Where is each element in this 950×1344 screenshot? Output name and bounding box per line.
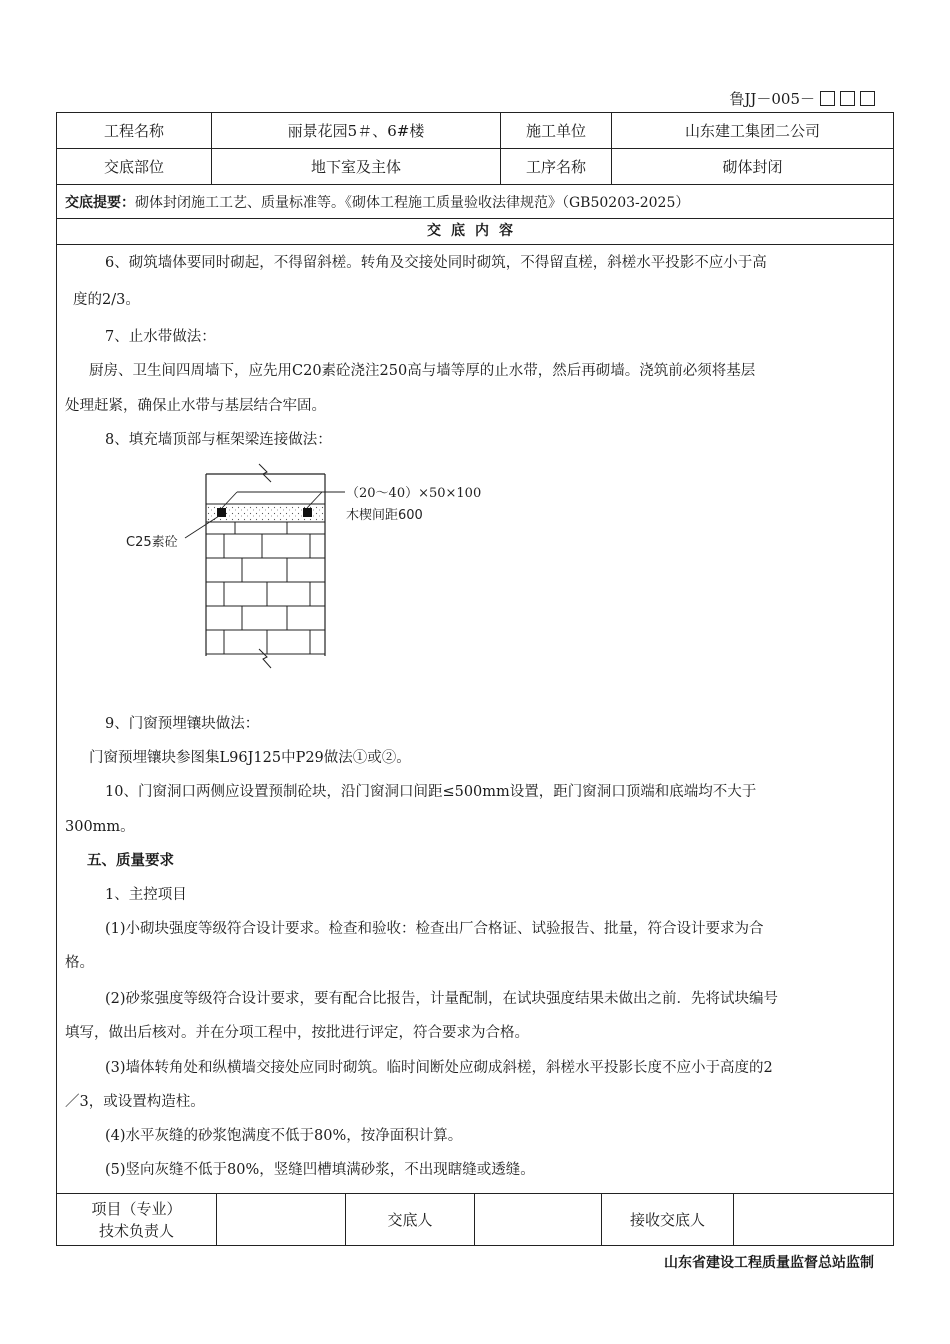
- content-line: 填写，做出后核对。并在分项工程中，按批进行评定，符合要求为合格。: [65, 1025, 529, 1041]
- discloser-label: 交底人: [346, 1194, 475, 1245]
- disclosure-summary: [57, 185, 893, 219]
- header-row-1: [57, 113, 893, 149]
- content-line: 8、填充墙顶部与框架梁连接做法：: [105, 432, 332, 448]
- break-mark-top-icon: [259, 464, 271, 482]
- section-title: 交底内容: [57, 219, 893, 245]
- content-line: 厨房、卫生间四周墙下，应先用C20素砼浇注250高与墙等厚的止水带，然后再砌墙。浇筑前必须将基层: [89, 363, 756, 379]
- content-line: ／3，或设置构造柱。: [65, 1094, 205, 1110]
- content-line: (5)竖向灰缝不低于80%，竖缝凹槽填满砂浆，不出现瞎缝或透缝。: [105, 1162, 535, 1178]
- content-line: 1、主控项目: [105, 887, 187, 903]
- wood-wedge-left: [217, 508, 226, 517]
- content-line: (1)小砌块强度等级符合设计要求。检查和验收：检查出厂合格证、试验报告、批量，符合设计要求为合: [105, 921, 764, 937]
- process-name-value: 砌体封闭: [722, 158, 783, 176]
- header-row-2: [57, 149, 893, 185]
- disclosure-part-label: 交底部位: [57, 149, 212, 184]
- tech-lead-signature[interactable]: [217, 1194, 346, 1245]
- wall-beam-connection-diagram: [117, 446, 517, 676]
- signature-row: [57, 1193, 893, 1245]
- content-line: 300mm。: [65, 819, 135, 835]
- wedge-size-label: （20～40）×50×100: [346, 486, 482, 501]
- document-code-text: 鲁JJ－005－: [729, 90, 815, 108]
- content-line: (4)水平灰缝的砂浆饱满度不低于80%，按净面积计算。: [105, 1128, 463, 1144]
- tech-lead-label-line1: 项目（专业）: [91, 1199, 182, 1218]
- content-line: 度的2/3。: [73, 292, 140, 308]
- content-line: 9、门窗预埋镶块做法：: [105, 716, 260, 732]
- issuer-note: 山东省建设工程质量监督总站监制: [664, 1255, 874, 1271]
- leader-line-concrete: [185, 516, 219, 538]
- summary-text: 砌体封闭施工工艺、质量标准等。《砌体工程施工质量验收法律规范》（GB50203-2025）: [135, 194, 690, 211]
- content-line: 处理赶紧，确保止水带与基层结合牢固。: [65, 398, 326, 414]
- quality-requirements-heading: 五、质量要求: [87, 853, 174, 869]
- summary-label: 交底提要：: [65, 194, 135, 211]
- construction-unit-value: 山东建工集团二公司: [684, 122, 820, 140]
- wedge-spacing-label: 木楔间距600: [346, 508, 423, 523]
- content-line: (3)墙体转角处和纵横墙交接处应同时砌筑。临时间断处应砌成斜槎，斜槎水平投影长度不应小于高度的2: [105, 1060, 773, 1076]
- tech-lead-label-line2: 技术负责人: [98, 1221, 174, 1240]
- project-name-label: 工程名称: [57, 113, 212, 148]
- discloser-signature[interactable]: [475, 1194, 602, 1245]
- disclosure-form: [56, 112, 894, 1246]
- brick-courses: [206, 522, 325, 654]
- content-line: 7、止水带做法：: [105, 329, 216, 345]
- content-line: 门窗预埋镶块参图集L96J125中P29做法①或②。: [89, 750, 411, 766]
- concrete-label: C25素砼: [126, 535, 178, 550]
- receiver-label: 接收交底人: [602, 1194, 734, 1245]
- content-line: 10、门窗洞口两侧应设置预制砼块，沿门窗洞口间距≤500mm设置，距门窗洞口顶端和底端均不大于: [105, 784, 757, 800]
- process-name-label: 工序名称: [501, 149, 612, 184]
- break-mark-bottom-icon: [259, 649, 271, 668]
- code-box-2: [840, 91, 855, 106]
- content-line: 6、砌筑墙体要同时砌起，不得留斜槎。转角及交接处同时砌筑，不得留直槎，斜槎水平投影不应小于高: [105, 255, 767, 271]
- construction-unit-label: 施工单位: [501, 113, 612, 148]
- receiver-signature[interactable]: [734, 1194, 893, 1245]
- content-line: (2)砂浆强度等级符合设计要求，要有配合比报告，计量配制，在试块强度结果未做出之前．先将试块编号: [105, 991, 779, 1007]
- wood-wedge-right: [303, 508, 312, 517]
- code-box-3: [860, 91, 875, 106]
- code-box-1: [820, 91, 835, 106]
- content-line: 格。: [65, 955, 94, 971]
- project-name-value: 丽景花园5＃、6#楼: [212, 113, 501, 148]
- disclosure-part-value: 地下室及主体: [212, 149, 501, 184]
- document-code: [729, 88, 875, 109]
- tech-lead-label: [57, 1194, 217, 1245]
